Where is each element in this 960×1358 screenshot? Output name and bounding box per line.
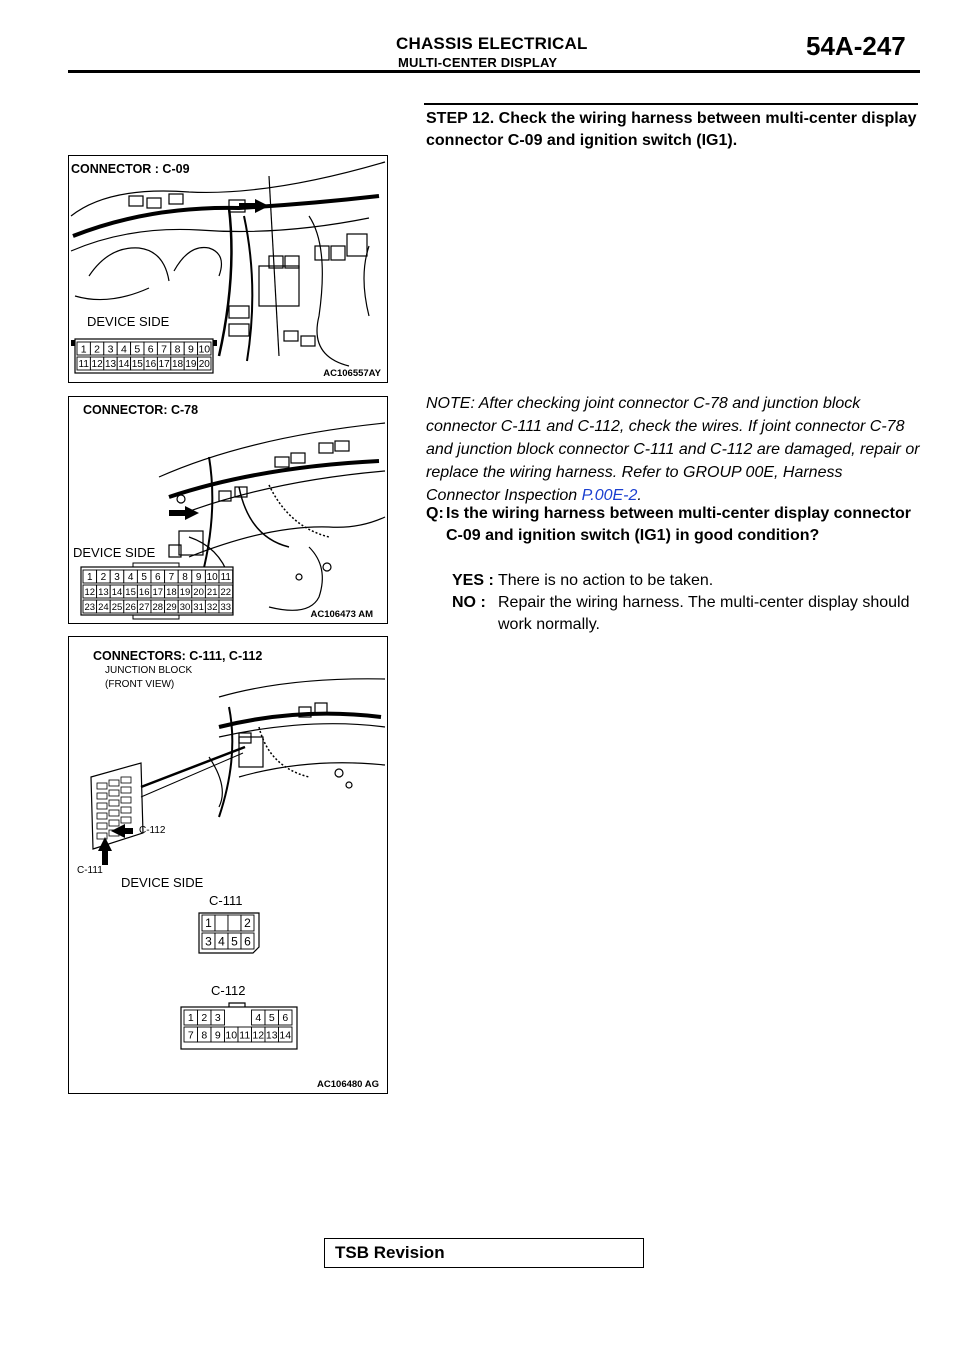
connector-pin-number: 18	[166, 586, 177, 598]
connector-pin-number: 27	[138, 601, 150, 613]
connector-pin-number: 17	[158, 359, 170, 371]
note-end: .	[637, 487, 642, 504]
connector-pin-number: 10	[225, 1029, 238, 1042]
figure-c111-c112-code: AC106480 AG	[317, 1079, 379, 1090]
connector-pin-number: 23	[84, 601, 96, 613]
note-paragraph	[426, 392, 920, 507]
c112-callout: C-112	[139, 825, 166, 836]
connector-pin-number: 25	[111, 601, 123, 613]
connector-pin-number: 15	[131, 359, 143, 371]
step-heading: STEP 12. Check the wiring harness between multi-center display connector C-09 and ignition switch (IG1).	[426, 110, 917, 149]
connector-pin-number: 8	[174, 343, 181, 356]
connector-pin-number: 7	[168, 572, 175, 584]
connector-pin-number: 15	[125, 586, 136, 598]
connector-pin-number: 5	[231, 934, 238, 949]
connector-pin-number: 22	[220, 586, 232, 598]
junction-block-label-2: (FRONT VIEW)	[105, 679, 175, 690]
connector-pin-number: 12	[91, 359, 103, 371]
connector-pin-number: 16	[145, 359, 157, 371]
connector-pin-number: 5	[141, 572, 147, 584]
connector-pin-number: 3	[114, 572, 120, 584]
connector-pin-number: 9	[187, 343, 194, 356]
connector-pin-number: 21	[206, 586, 218, 598]
connector-pin-number: 28	[152, 601, 164, 613]
connector-pin-number: 4	[127, 572, 134, 584]
connector-pin-number: 10	[206, 572, 218, 584]
figure-c09-device-side: DEVICE SIDE	[87, 314, 170, 329]
connector-pin-number: 12	[252, 1029, 265, 1042]
figure-c78-code: AC106473 AM	[310, 609, 373, 620]
figure-c111-c112-drawing	[69, 637, 387, 1093]
connector-pin-number: 1	[205, 916, 212, 930]
connector-pin-number: 1	[80, 343, 87, 356]
figure-c78-title: CONNECTOR: C-78	[83, 403, 199, 417]
junction-block-label-1: JUNCTION BLOCK	[105, 665, 193, 676]
connector-pin-number: 14	[111, 586, 123, 598]
connector-pin-number: 13	[104, 359, 117, 371]
connector-pin-number: 18	[171, 359, 184, 371]
question-block	[426, 503, 920, 547]
connector-pin-number: 11	[239, 1029, 251, 1042]
figure-connector-c78	[68, 396, 388, 624]
header-rule	[68, 70, 920, 73]
answer-no-text: Repair the wiring harness. The multi-center display should work normally.	[498, 594, 910, 633]
connector-pin-number: 8	[182, 572, 188, 584]
connector-pin-number: 12	[84, 586, 96, 598]
step-rule	[424, 103, 918, 105]
connector-pin-number: 3	[107, 343, 114, 356]
connector-pin-number: 6	[155, 572, 161, 584]
connector-pin-number: 7	[161, 343, 168, 356]
connector-pin-number: 24	[98, 601, 109, 613]
figure-c09-drawing	[69, 156, 387, 382]
connector-pin-number: 4	[218, 934, 225, 949]
answer-yes-label: YES :	[452, 572, 494, 589]
figure-c09-code: AC106557AY	[323, 368, 381, 379]
connector-pin-number: 3	[214, 1012, 221, 1024]
tsb-revision-label: TSB Revision	[335, 1243, 445, 1262]
connector-pin-number: 30	[179, 601, 191, 613]
figure-c111-c112-device-side: DEVICE SIDE	[121, 875, 204, 890]
connector-pin-number: 2	[100, 572, 107, 584]
question-text: Is the wiring harness between multi-center display connector C-09 and ignition switch (IG1) in good condition?	[446, 505, 911, 544]
connector-pin-number: 6	[282, 1012, 289, 1024]
page-number: 54A-247	[806, 31, 906, 61]
connector-pin-number: 10	[198, 343, 211, 356]
question-label: Q:	[426, 505, 444, 522]
connector-pin-number: 5	[268, 1012, 275, 1024]
connector-pin-number: 17	[152, 586, 164, 598]
connector-pin-number: 19	[179, 586, 191, 598]
answer-yes	[452, 570, 920, 592]
connector-pin-number: 2	[94, 343, 101, 356]
connector-pin-number: 16	[138, 586, 150, 598]
connector-pin-number: 7	[187, 1029, 194, 1042]
note-text: NOTE: After checking joint connector C-78 and junction block connector C-111 and C-112, check the wires. If joint connector C-78 and junction block connector C-111 and C-112 are damaged, repair or replace the wiring harness. Refer to GROUP 00E, Harness Connector Inspection	[426, 395, 920, 504]
tsb-revision-box	[324, 1238, 644, 1268]
connector-pin-number: 4	[255, 1012, 262, 1024]
connector-pin-number: 9	[214, 1029, 221, 1042]
connector-pin-number: 6	[147, 343, 154, 356]
figure-connector-c09	[68, 155, 388, 383]
connector-pin-cell	[228, 915, 241, 931]
connector-pin-number: 8	[201, 1029, 208, 1042]
connector-pin-number: 26	[125, 601, 136, 613]
note-reference-link[interactable]: P.00E-2	[581, 487, 638, 504]
connector-pin-number: 4	[120, 343, 127, 356]
connector-pin-number: 6	[244, 934, 251, 949]
connector-pin-number: 9	[195, 572, 202, 584]
connector-pin-number: 14	[279, 1029, 292, 1042]
figure-c78-drawing	[69, 397, 387, 623]
answer-yes-text: There is no action to be taken.	[498, 572, 714, 589]
connector-pin-cell	[215, 915, 228, 931]
connector-pin-number: 11	[78, 359, 89, 371]
connector-pin-number: 13	[265, 1029, 278, 1042]
connector-pin-number: 5	[134, 343, 141, 356]
connector-pin-number: 33	[220, 601, 232, 613]
connector-pin-number: 20	[198, 359, 210, 371]
figure-c78-device-side: DEVICE SIDE	[73, 545, 156, 560]
connector-pin-number: 1	[87, 572, 93, 584]
subsection-title: MULTI-CENTER DISPLAY	[398, 55, 558, 70]
c111-label: C-111	[209, 893, 243, 908]
connector-pin-number: 13	[98, 586, 109, 598]
connector-pin-number: 2	[201, 1012, 208, 1024]
connector-pin-number: 3	[205, 934, 212, 949]
connector-pin-number: 2	[244, 916, 251, 930]
figure-c111-c112-title: CONNECTORS: C-111, C-112	[93, 649, 263, 663]
answer-no-label: NO :	[452, 594, 486, 611]
connector-pin-number: 32	[206, 601, 218, 613]
answer-no	[452, 592, 920, 636]
section-title: CHASSIS ELECTRICAL	[396, 34, 588, 53]
connector-pin-number: 19	[185, 359, 197, 371]
connector-pin-number: 14	[118, 359, 130, 371]
connector-pin-number: 1	[187, 1012, 194, 1024]
arrow-icon	[169, 506, 199, 520]
arrow-icon	[239, 199, 269, 213]
connector-pin-number: 29	[166, 601, 177, 613]
connector-pin-number: 31	[193, 601, 204, 613]
connector-pin-number: 11	[220, 572, 231, 584]
c112-label: C-112	[211, 983, 246, 998]
arrow-icon	[98, 837, 112, 865]
c111-callout: C-111	[77, 865, 103, 876]
connector-pin-number: 20	[193, 586, 204, 598]
figure-c09-title: CONNECTOR : C-09	[71, 162, 190, 176]
figure-connectors-c111-c112	[68, 636, 388, 1094]
